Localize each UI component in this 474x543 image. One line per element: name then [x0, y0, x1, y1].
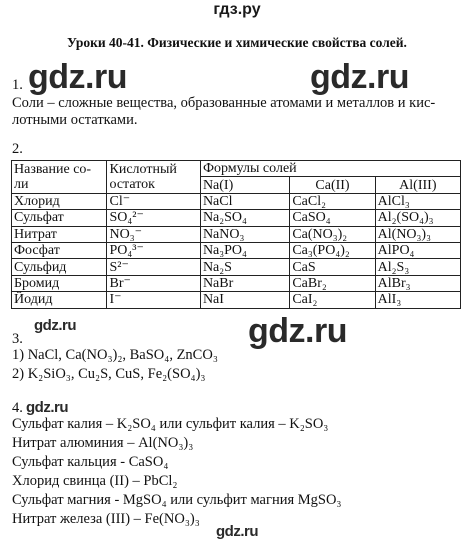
- watermark-logo: gdz.ru: [26, 399, 68, 416]
- header-formulas: Формулы солей: [200, 161, 460, 177]
- table-row: [12, 210, 461, 226]
- definition-line: Соли – сложные вещества, образованные атомами и металлов и кис-: [12, 95, 436, 111]
- cell-formula-na: NaI: [200, 292, 289, 308]
- cell-formula-na: Na₃PO₄: [200, 242, 289, 258]
- watermark-logo: gdz.ru: [28, 58, 127, 96]
- cell-formula-al: AlI₃: [375, 292, 460, 308]
- footer-watermark: gdz.ru: [216, 523, 258, 540]
- section3-number: 3.: [12, 331, 23, 347]
- cell-formula-na: Na₂SO₄: [200, 210, 289, 226]
- table-row: [12, 259, 461, 275]
- header-acid-residue: Кислотный остаток: [107, 161, 200, 194]
- cell-salt-name: Хлорид: [12, 193, 107, 209]
- header-col-na: Na(I): [200, 177, 289, 193]
- cell-formula-al: Al₂(SO₄)₃: [375, 210, 460, 226]
- page-title: Уроки 40-41. Физические и химические свойства солей.: [67, 35, 407, 50]
- site-header[interactable]: гдз.ру: [213, 1, 261, 18]
- cell-formula-na: NaBr: [200, 275, 289, 291]
- table-row: [12, 193, 461, 209]
- cell-salt-name: Сульфид: [12, 259, 107, 275]
- cell-formula-al: AlPO₄: [375, 242, 460, 258]
- cell-acid-residue: S²⁻: [107, 259, 200, 275]
- cell-formula-ca: CaCl₂: [290, 193, 375, 209]
- cell-salt-name: Йодид: [12, 292, 107, 308]
- cell-formula-ca: CaS: [290, 259, 375, 275]
- cell-formula-ca: CaSO₄: [290, 210, 375, 226]
- cell-formula-al: AlCl₃: [375, 193, 460, 209]
- salts-table: [11, 160, 461, 309]
- cell-salt-name: Нитрат: [12, 226, 107, 242]
- section4-list: [12, 415, 342, 529]
- table-row: [12, 292, 461, 308]
- table-row: [12, 275, 461, 291]
- definition-line: лотными остатками.: [12, 112, 138, 128]
- header-col-al: Al(III): [375, 177, 460, 193]
- list-item: Сульфат магния - MgSO₄ или сульфит магния MgSO₃: [12, 492, 342, 508]
- cell-formula-al: Al(NO₃)₃: [375, 226, 460, 242]
- list-item: Сульфат кальция - CaSO₄: [12, 454, 169, 470]
- table-row: [12, 242, 461, 258]
- watermark-logo: gdz.ru: [310, 58, 409, 96]
- cell-formula-al: AlBr₃: [375, 275, 460, 291]
- section1-number: 1.: [12, 77, 23, 93]
- cell-acid-residue: I⁻: [107, 292, 200, 308]
- watermark-logo: gdz.ru: [248, 312, 347, 350]
- section3-line: 2) K₂SiO₃, Cu₂S, CuS, Fe₂(SO₄)₃: [12, 366, 206, 382]
- section1-definition: [12, 95, 472, 129]
- cell-formula-na: NaNO₃: [200, 226, 289, 242]
- section4-number: 4.: [12, 400, 23, 416]
- list-item: Хлорид свинца (II) – PbCl₂: [12, 473, 178, 489]
- cell-acid-residue: SO₄²⁻: [107, 210, 200, 226]
- list-item: Сульфат калия – K₂SO₄ или сульфит калия – K₂SO₃: [12, 416, 329, 432]
- cell-formula-ca: CaI₂: [290, 292, 375, 308]
- cell-formula-al: Al₂S₃: [375, 259, 460, 275]
- watermark-logo: gdz.ru: [34, 317, 76, 334]
- cell-salt-name: Сульфат: [12, 210, 107, 226]
- list-item: Нитрат железа (III) – Fe(NO₃)₃: [12, 511, 200, 527]
- header-col-ca: Ca(II): [290, 177, 375, 193]
- cell-formula-na: NaCl: [200, 193, 289, 209]
- section2-number: 2.: [12, 141, 23, 157]
- table-row: [12, 226, 461, 242]
- cell-salt-name: Фосфат: [12, 242, 107, 258]
- section3-line: 1) NaCl, Ca(NO₃)₂, BaSO₄, ZnCO₃: [12, 347, 218, 363]
- cell-formula-ca: CaBr₂: [290, 275, 375, 291]
- cell-formula-ca: Ca₃(PO₄)₂: [290, 242, 375, 258]
- cell-acid-residue: Br⁻: [107, 275, 200, 291]
- cell-salt-name: Бромид: [12, 275, 107, 291]
- cell-acid-residue: PO₄³⁻: [107, 242, 200, 258]
- cell-acid-residue: Cl⁻: [107, 193, 200, 209]
- cell-formula-na: Na₂S: [200, 259, 289, 275]
- table-header-row: [12, 161, 461, 177]
- cell-acid-residue: NO₃⁻: [107, 226, 200, 242]
- cell-formula-ca: Ca(NO₃)₂: [290, 226, 375, 242]
- header-salt-name: Название со- ли: [12, 161, 107, 194]
- list-item: Нитрат алюминия – Al(NO₃)₃: [12, 435, 194, 451]
